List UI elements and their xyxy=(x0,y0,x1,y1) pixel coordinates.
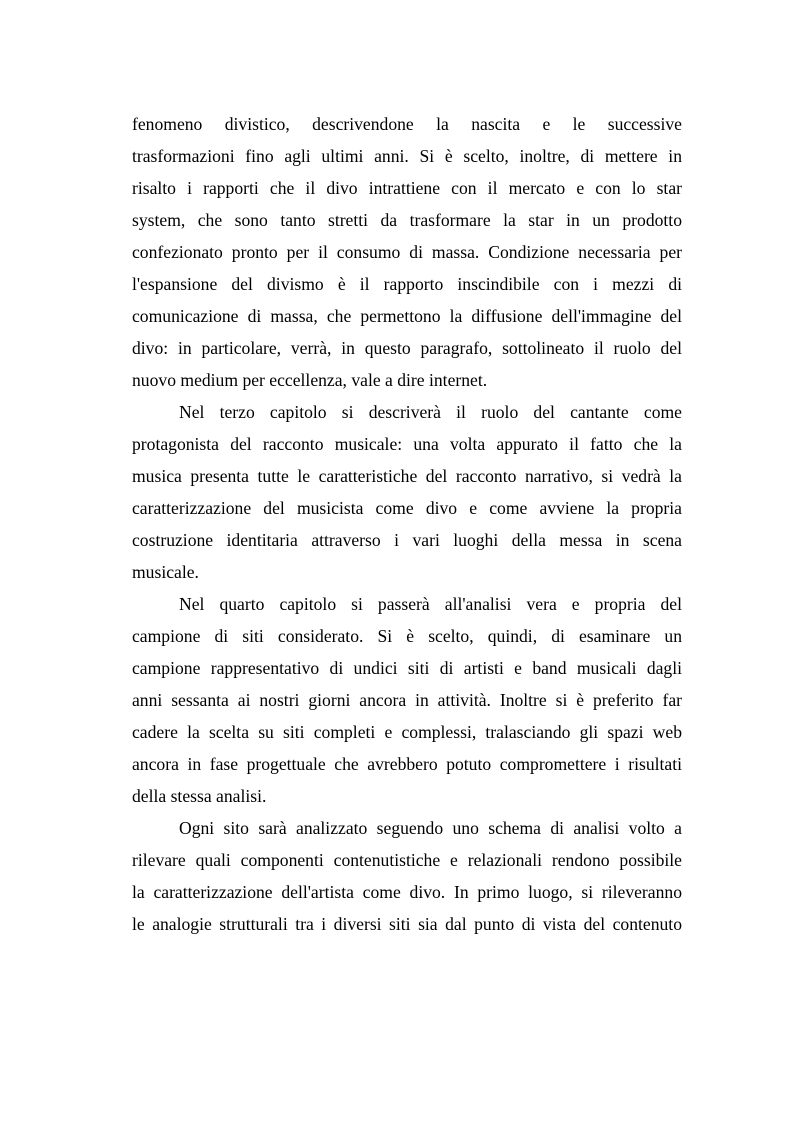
text-line: ancora in fase progettuale che avrebbero potuto compromettere i risultati xyxy=(132,754,682,774)
text-line: campione di siti considerato. Si è scelto, quindi, di esaminare un xyxy=(132,626,682,646)
text-line: caratterizzazione del musicista come divo e come avviene la propria xyxy=(132,498,682,518)
text-line: nuovo medium per eccellenza, vale a dire internet. xyxy=(132,370,488,390)
text-line: anni sessanta ai nostri giorni ancora in attività. Inoltre si è preferito far xyxy=(132,690,682,710)
text-line: cadere la scelta su siti completi e complessi, tralasciando gli spazi web xyxy=(132,722,682,742)
text-line: l'espansione del divismo è il rapporto inscindibile con i mezzi di xyxy=(132,274,682,294)
text-line: system, che sono tanto stretti da trasformare la star in un prodotto xyxy=(132,210,682,230)
paragraph-4 xyxy=(132,812,682,940)
text-line: comunicazione di massa, che permettono la diffusione dell'immagine del xyxy=(132,306,682,326)
text-line: fenomeno divistico, descrivendone la nascita e le successive xyxy=(132,114,682,134)
paragraph-2 xyxy=(132,396,682,588)
text-line: Nel quarto capitolo si passerà all'analisi vera e propria del xyxy=(179,594,682,614)
text-line: la caratterizzazione dell'artista come divo. In primo luogo, si rileveranno xyxy=(132,882,682,902)
text-line: musicale. xyxy=(132,562,199,582)
text-line: protagonista del racconto musicale: una volta appurato il fatto che la xyxy=(132,434,682,454)
text-line: confezionato pronto per il consumo di massa. Condizione necessaria per xyxy=(132,242,682,262)
text-line: le analogie strutturali tra i diversi siti sia dal punto di vista del contenuto xyxy=(132,914,682,934)
paragraph-1 xyxy=(132,108,682,396)
text-line: divo: in particolare, verrà, in questo paragrafo, sottolineato il ruolo del xyxy=(132,338,682,358)
text-line: Nel terzo capitolo si descriverà il ruolo del cantante come xyxy=(179,402,682,422)
text-line: costruzione identitaria attraverso i vari luoghi della messa in scena xyxy=(132,530,682,550)
text-line: rilevare quali componenti contenutistiche e relazionali rendono possibile xyxy=(132,850,682,870)
text-line: risalto i rapporti che il divo intrattiene con il mercato e con lo star xyxy=(132,178,682,198)
paragraph-3 xyxy=(132,588,682,812)
text-line: musica presenta tutte le caratteristiche del racconto narrativo, si vedrà la xyxy=(132,466,682,486)
text-line: Ogni sito sarà analizzato seguendo uno schema di analisi volto a xyxy=(179,818,682,838)
text-line: trasformazioni fino agli ultimi anni. Si è scelto, inoltre, di mettere in xyxy=(132,146,682,166)
text-line: campione rappresentativo di undici siti di artisti e band musicali dagli xyxy=(132,658,682,678)
document-body-text xyxy=(132,108,682,940)
text-line: della stessa analisi. xyxy=(132,786,267,806)
